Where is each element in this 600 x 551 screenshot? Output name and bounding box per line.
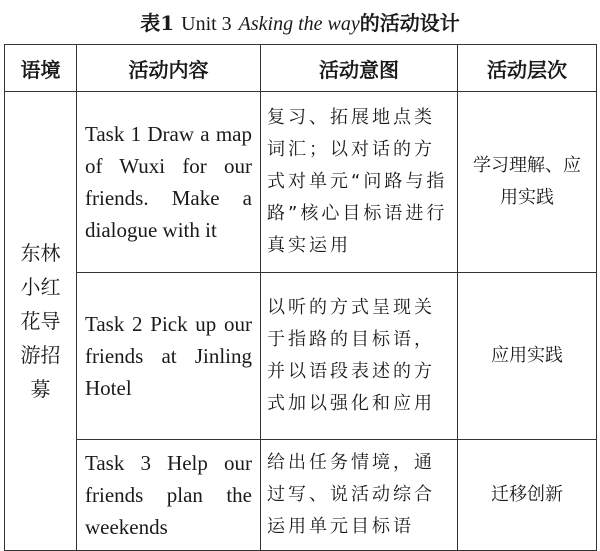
header-content: 活动内容	[77, 45, 261, 92]
table-row	[5, 273, 597, 440]
header-row	[5, 45, 597, 92]
content-cell: Task 1 Draw a map of Wuxi for our friends. Make a dialogue with it	[77, 92, 261, 273]
header-level: 活动层次	[458, 45, 597, 92]
caption-unit: Unit 3	[181, 13, 232, 35]
caption-label: 表1	[140, 11, 175, 35]
header-intent: 活动意图	[261, 45, 458, 92]
content-cell: Task 2 Pick up our friends at Jinling Hotel	[77, 273, 261, 440]
scene-text: 东林小红花导游招募	[20, 241, 61, 401]
activity-table	[4, 44, 597, 551]
table-row	[5, 440, 597, 551]
scene-cell	[5, 92, 77, 551]
header-scene: 语境	[5, 45, 77, 92]
level-cell: 学习理解、应用实践	[458, 92, 597, 273]
table-caption	[0, 8, 600, 38]
caption-suffix: 的活动设计	[359, 11, 460, 35]
level-cell: 应用实践	[458, 273, 597, 440]
content-cell: Task 3 Help our friends plan the weekends	[77, 440, 261, 551]
caption-title: Asking the way	[238, 13, 360, 35]
intent-cell: 复习、拓展地点类词汇；以对话的方式对单元“问路与指路”核心目标语进行真实运用	[261, 92, 458, 273]
table-row	[5, 92, 597, 273]
intent-cell: 以听的方式呈现关于指路的目标语，并以语段表述的方式加以强化和应用	[261, 273, 458, 440]
level-cell: 迁移创新	[458, 440, 597, 551]
intent-cell: 给出任务情境，通过写、说活动综合运用单元目标语	[261, 440, 458, 551]
